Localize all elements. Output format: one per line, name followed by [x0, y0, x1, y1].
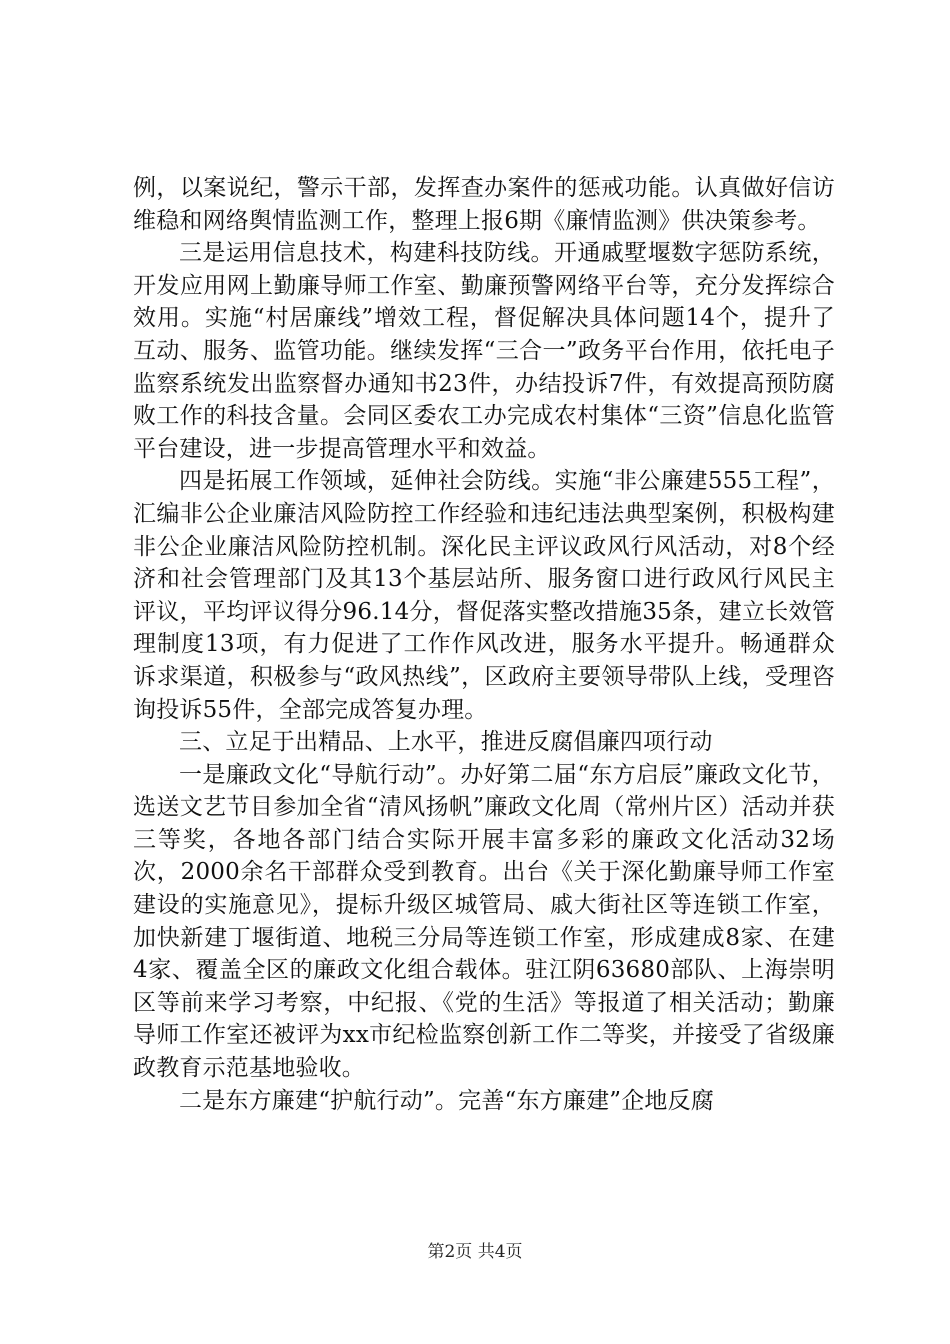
paragraph-tech-defense: 三是运用信息技术，构建科技防线。开通戚墅堰数字惩防系统，开发应用网上勤廉导师工作室、勤廉预警网络平台等，充分发挥综合效用。实施“村居廉线”增效工程，督促解决具体问题14个，提升了互动、服务、监管功能。继续发挥“三合一”政务平台作用，依托电子监察系统发出监察督办通知书23件，办结投诉7件，有效提高预防腐败工作的科技含量。会同区委农工办完成农村集体“三资”信息化监管平台建设，进一步提高管理水平和效益。 [133, 240, 835, 462]
paragraph-continuation: 例，以案说纪，警示干部，发挥查办案件的惩戒功能。认真做好信访维稳和网络舆情监测工作，整理上报6期《廉情监测》供决策参考。 [133, 175, 835, 234]
paragraph-social-defense: 四是拓展工作领域，延伸社会防线。实施“非公廉建555工程”，汇编非公企业廉洁风险防控工作经验和违纪违法典型案例，积极构建非公企业廉洁风险防控机制。深化民主评议政风行风活动，对8个经济和社会管理部门及其13个基层站所、服务窗口进行政风行风民主评议，平均评议得分96.14分，督促落实整改措施35条，建立长效管理制度13项，有力促进了工作作风改进，服务水平提升。畅通群众诉求渠道，积极参与“政风热线”，区政府主要领导带队上线，受理咨询投诉55件，全部完成答复办理。 [133, 468, 835, 723]
paragraph-escort-action: 二是东方廉建“护航行动”。完善“东方廉建”企地反腐 [179, 1087, 715, 1114]
document-body [133, 172, 835, 1117]
paragraph-navigation-action: 一是廉政文化“导航行动”。办好第二届“东方启辰”廉政文化节，选送文艺节目参加全省“清风扬帆”廉政文化周（常州片区）活动并获三等奖，各地各部门结合实际开展丰富多彩的廉政文化活动32场次，2000余名干部群众受到教育。出台《关于深化勤廉导师工作室建设的实施意见》，提标升级区城管局、戚大街社区等连锁工作室，加快新建丁堰街道、地税三分局等连锁工作室，形成建成8家、在建4家、覆盖全区的廉政文化组合载体。驻江阴63680部队、上海崇明区等前来学习考察，中纪报、《党的生活》等报道了相关活动；勤廉导师工作室还被评为xx市纪检监察创新工作二等奖，并接受了省级廉政教育示范基地验收。 [133, 761, 835, 1082]
section-heading-three: 三、立足于出精品、上水平，推进反腐倡廉四项行动 [179, 729, 713, 756]
page-footer: 第2页 共4页 [427, 1242, 523, 1262]
